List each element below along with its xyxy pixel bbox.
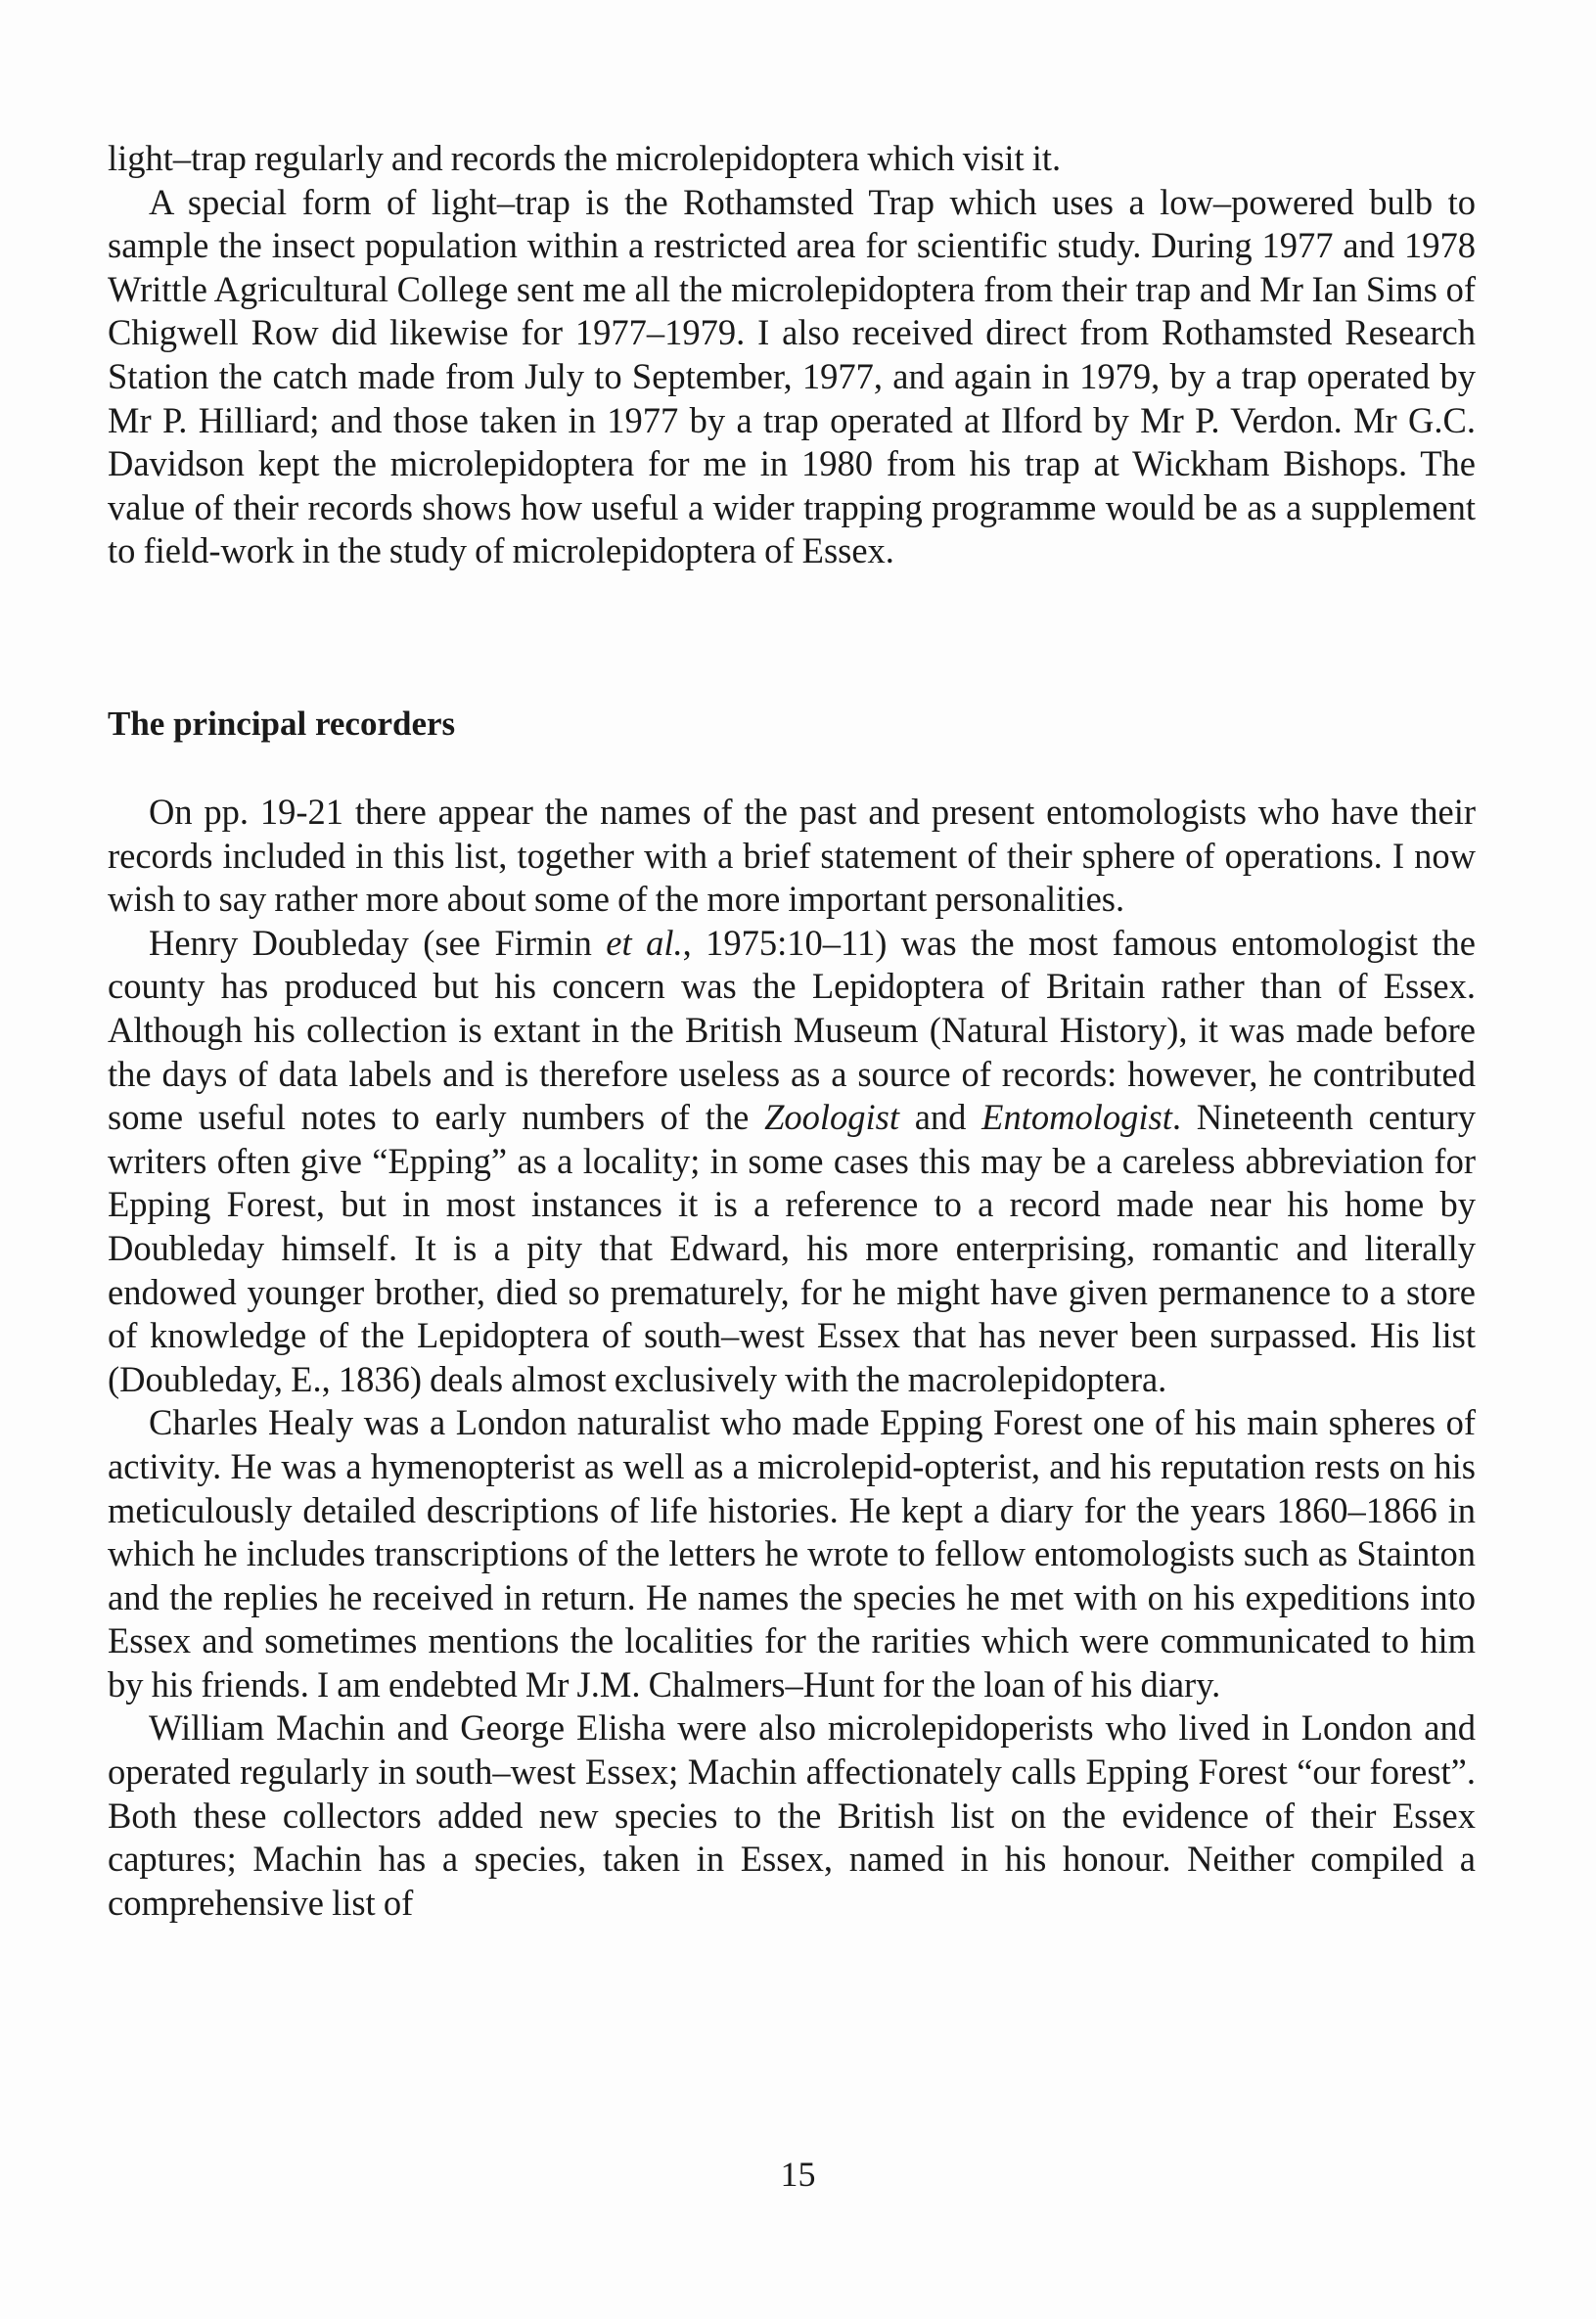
section-heading: The principal recorders <box>108 705 456 743</box>
text-run: light–trap regularly and records the microlepidoptera which visit it. <box>108 138 1062 178</box>
paragraph <box>108 181 1476 573</box>
page-number: 15 <box>780 2155 816 2194</box>
italic-text-run: Entomologist <box>981 1097 1172 1138</box>
paragraph <box>108 137 1476 181</box>
text-run: On pp. 19-21 there appear the names of the past and present entomologists who have their records included in this list, together with a brief statement of their sphere of operations. I now wish to say rather more about some of the more important personalities. <box>108 792 1476 920</box>
italic-text-run: et al. <box>606 922 683 963</box>
text-run: . Nineteenth century writers often give “Epping” as a locality; in some cases this may be a careless abbreviation for Epping Forest, but in most instances it is a reference to a record made near his home by Doubleday himself. It is a pity that Edward, his more enterprising, romantic and literally endowed younger brother, died so prematurely, for he might have given permanence to a store of knowledge of the Lepidoptera of south–west Essex that has never been surpassed. His list (Doubleday, E., 1836) deals almost exclusively with the macrolepidoptera. <box>108 1097 1476 1399</box>
text-run: , 1975:10–11) was the most famous entomologist the county has produced but his concern was the Lepidoptera of Britain rather than of Essex. Although his collection is extant in the British Museum (Natural History), it was made before the days of data labels and is therefore useless as a source of records: however, he contributed some useful notes to early numbers of the <box>108 922 1477 1138</box>
paragraph <box>108 1401 1476 1706</box>
text-run: Henry Doubleday (see Firmin <box>149 922 607 963</box>
text-run: William Machin and George Elisha were also microlepidoperists who lived in London and operated regularly in south–west Essex; Machin affectionately calls Epping Forest “our forest”. Both these collectors added new species to the British list on the evidence of their Essex captures; Machin has a species, taken in Essex, named in his honour. Neither compiled a comprehensive list of <box>108 1707 1476 1923</box>
italic-text-run: Zoologist <box>764 1097 900 1138</box>
main-text-block <box>108 791 1476 1925</box>
text-run: A special form of light–trap is the Rothamsted Trap which uses a low–powered bulb to sample the insect population within a restricted area for scientific study. During 1977 and 1978 Writtle Agricultural College sent me all the microlepidoptera from their trap and Mr Ian Sims of Chigwell Row did likewise for 1977–1979. I also received direct from Rothamsted Research Station the catch made from July to September, 1977, and again in 1979, by a trap operated by Mr P. Hilliard; and those taken in 1977 by a trap operated at Ilford by Mr P. Verdon. Mr G.C. Davidson kept the microlepidoptera for me in 1980 from his trap at Wickham Bishops. The value of their records shows how useful a wider trapping programme would be as a supplement to field-work in the study of microlepidoptera of Essex. <box>108 181 1476 571</box>
intro-text-block <box>108 137 1476 573</box>
paragraph <box>108 791 1476 922</box>
text-run: and <box>899 1097 982 1138</box>
paragraph <box>108 1706 1476 1925</box>
paragraph <box>108 922 1476 1402</box>
text-run: Charles Healy was a London naturalist who made Epping Forest one of his main spheres of activity. He was a hymenopterist as well as a microlepid-opterist, and his reputation rests on his meticulously detailed descriptions of life histories. He kept a diary for the years 1860–1866 in which he includes transcriptions of the letters he wrote to fellow entomologists such as Stainton and the replies he received in return. He names the species he met with on his expeditions into Essex and sometimes mentions the localities for the rarities which were communicated to him by his friends. I am endebted Mr J.M. Chalmers–Hunt for the loan of his diary. <box>108 1402 1476 1705</box>
